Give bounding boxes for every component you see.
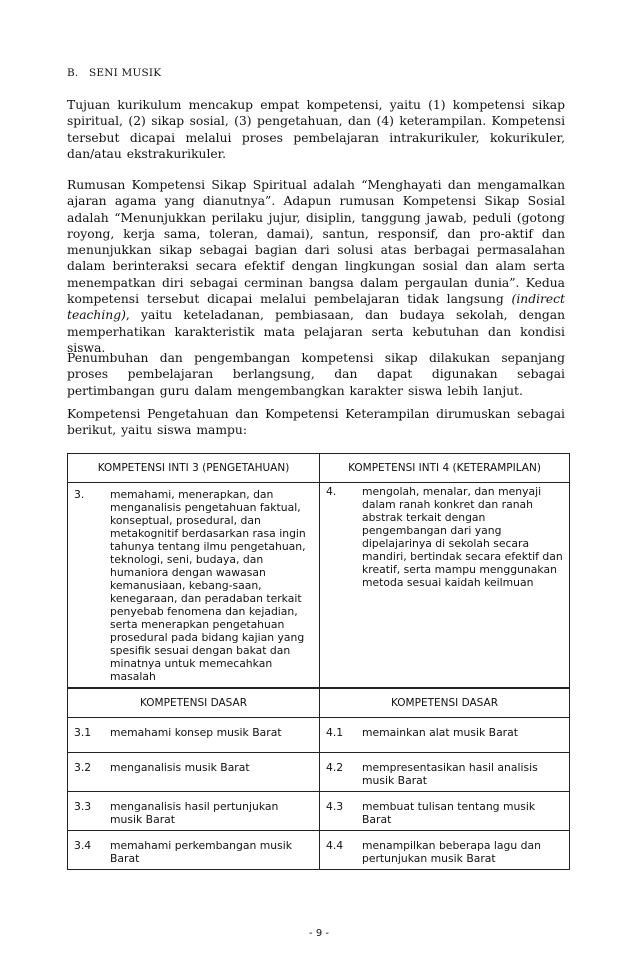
ki4-cell xyxy=(320,483,570,688)
kd-number: 3.4 xyxy=(74,839,92,852)
section-title: SENI MUSIK xyxy=(89,67,162,79)
kd-text: mempresentasikan hasil analisis musik Barat xyxy=(362,761,538,787)
kd-cell xyxy=(320,718,570,753)
kd-text: memahami konsep musik Barat xyxy=(110,726,282,739)
kompetensi-inti-table xyxy=(67,453,570,688)
paragraph-text: Rumusan Kompetensi Sikap Spiritual adalah “Menghayati dan mengamalkan ajaran agama yang dianutnya”. Adapun rumusan Kompetensi Sikap Sosial adalah “Menunjukkan perilaku jujur, disiplin, tanggung jawab, peduli (gotong royong, kerja sama, toleran, damai), santun, responsif, dan pro-aktif dan menunjukkan sikap sebagai bagian dari solusi atas berbagai permasalahan dalam berinteraksi secara efektif dengan lingkungan sosial dan alam serta menempatkan diri sebagai cerminan bangsa dalam pergaulan dunia”. Kedua kompetensi tersebut dicapai melalui pembelajaran tidak langsung xyxy=(67,178,565,307)
paragraph-italic-term: (indirect teaching) xyxy=(67,292,565,323)
kd-text: memainkan alat musik Barat xyxy=(362,726,518,739)
kd-number: 3.3 xyxy=(74,800,92,813)
kd-cell xyxy=(68,792,320,831)
kd-number: 4.2 xyxy=(326,761,344,774)
kd-number: 3.2 xyxy=(74,761,92,774)
paragraph-text: , yaitu keteladanan, pembiasaan, dan budaya sekolah, dengan memperhatikan karakteristik mata pelajaran serta kebutuhan dan kondisi siswa. xyxy=(67,308,565,355)
page-number: - 9 - xyxy=(309,928,329,939)
kompetensi-dasar-table xyxy=(67,688,570,870)
kd-cell xyxy=(320,792,570,831)
kd-number: 4.1 xyxy=(326,726,344,739)
kd-number: 4.4 xyxy=(326,839,344,852)
ki3-header: KOMPETENSI INTI 3 (PENGETAHUAN) xyxy=(68,454,320,483)
ki3-text: memahami, menerapkan, dan menganalisis pengetahuan faktual, konseptual, prosedural, dan metakognitif berdasarkan rasa ingin tahunya tentang ilmu pengetahuan, teknologi, seni, budaya, dan humaniora dengan wawasan kemanusiaan, kebang-saan, kenegaraan, dan peradaban terkait penyebab fenomena dan kejadian, serta menerapkan pengetahuan prosedural pada bidang kajian yang spesifik sesuai dengan bakat dan minatnya untuk memecahkan masalah xyxy=(110,488,306,683)
kd-text: menganalisis musik Barat xyxy=(110,761,250,774)
paragraph-penumbuhan: Penumbuhan dan pengembangan kompetensi sikap dilakukan sepanjang proses pembelajaran berlangsung, dan dapat digunakan sebagai pertimbangan guru dalam mengembangkan karakter siswa lebih lanjut. xyxy=(67,351,565,398)
ki4-number: 4. xyxy=(326,485,337,498)
kd-cell xyxy=(68,753,320,792)
kd-table-row xyxy=(68,831,570,870)
paragraph-tujuan-kurikulum: Tujuan kurikulum mencakup empat kompetensi, yaitu (1) kompetensi sikap spiritual, (2) sikap sosial, (3) pengetahuan, dan (4) keterampilan. Kompetensi tersebut dicapai melalui proses pembelajaran intrakurikuler, kokurikuler, dan/atau ekstrakurikuler. xyxy=(67,98,565,161)
kd-text: memahami perkembangan musik Barat xyxy=(110,839,292,865)
kd-table-row xyxy=(68,718,570,753)
kd-table-row xyxy=(68,753,570,792)
kd-cell xyxy=(68,718,320,753)
kd-text: membuat tulisan tentang musik Barat xyxy=(362,800,536,826)
ki4-text: mengolah, menalar, dan menyaji dalam ranah konkret dan ranah abstrak terkait dengan pengembangan dari yang dipelajarinya di sekolah secara mandiri, bertindak secara efektif dan kreatif, serta mampu menggunakan metoda sesuai kaidah keilmuan xyxy=(362,485,563,589)
kd-right-header: KOMPETENSI DASAR xyxy=(320,689,570,718)
kd-table-row xyxy=(68,792,570,831)
kd-number: 3.1 xyxy=(74,726,92,739)
kd-cell xyxy=(320,831,570,870)
paragraph-kompetensi-intro: Kompetensi Pengetahuan dan Kompetensi Keterampilan dirumuskan sebagai berikut, yaitu siswa mampu: xyxy=(67,407,565,438)
kd-number: 4.3 xyxy=(326,800,344,813)
ki3-cell xyxy=(68,483,320,688)
section-heading xyxy=(67,67,161,79)
kd-left-header: KOMPETENSI DASAR xyxy=(68,689,320,718)
kd-text: menampilkan beberapa lagu dan pertunjukan musik Barat xyxy=(362,839,541,865)
ki3-number: 3. xyxy=(74,488,85,501)
kd-text: menganalisis hasil pertunjukan musik Barat xyxy=(110,800,279,826)
paragraph-rumusan-sikap xyxy=(67,177,565,356)
ki4-header: KOMPETENSI INTI 4 (KETERAMPILAN) xyxy=(320,454,570,483)
kd-cell xyxy=(320,753,570,792)
section-number: B. xyxy=(67,67,79,79)
kd-cell xyxy=(68,831,320,870)
